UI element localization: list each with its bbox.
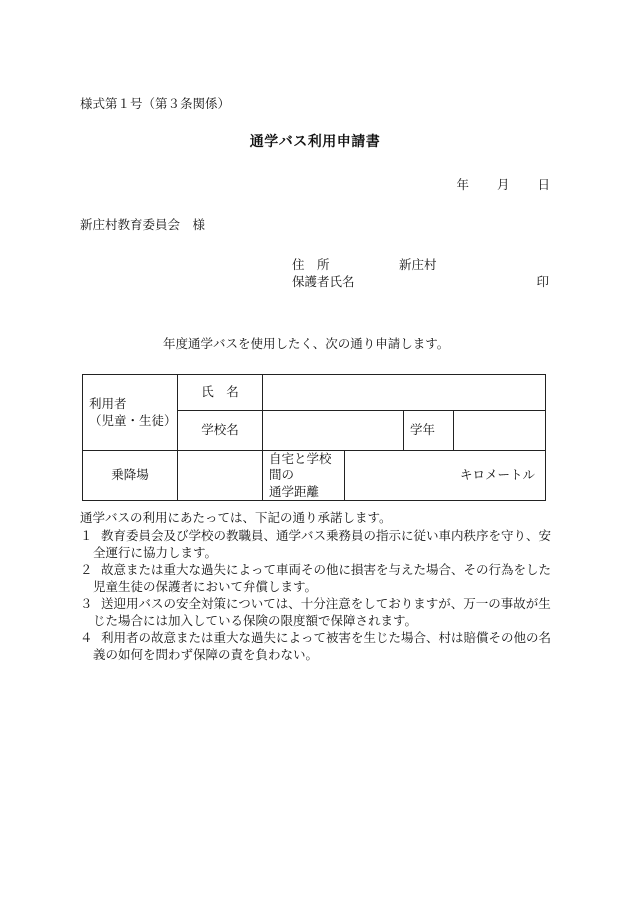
stop-input-cell[interactable] <box>178 451 263 501</box>
school-label: 学校名 <box>201 422 239 438</box>
distance-label-cell <box>263 451 345 501</box>
grade-label-cell <box>404 411 454 451</box>
consent-item <box>80 527 554 561</box>
stop-label: 乗降場 <box>111 467 149 483</box>
distance-input-cell[interactable] <box>345 451 546 501</box>
stop-label-cell <box>83 451 178 501</box>
grade-input-cell[interactable] <box>454 411 546 451</box>
consent-intro: 通学バスの利用にあたっては、下記の通り承諾します。 <box>80 510 392 525</box>
address-label: 住 所 <box>292 257 330 272</box>
guardian-name-label: 保護者氏名 <box>292 274 355 289</box>
consent-item-number: ２ <box>80 562 93 577</box>
distance-label-line1: 自宅と学校間の <box>269 451 332 483</box>
consent-item-text: 利用者の故意または重大な過失によって被害を生じた場合、村は賠償その他の名義の如何を問わず保障の責を負わない。 <box>93 630 552 662</box>
school-label-cell <box>178 411 263 451</box>
address-value: 新庄村 <box>399 257 437 272</box>
seal-mark: 印 <box>536 274 549 289</box>
name-input-cell[interactable] <box>263 375 546 411</box>
table-row <box>83 375 546 411</box>
consent-item <box>80 629 554 663</box>
date-year-label: 年 <box>456 177 469 192</box>
page-title: 通学バス利用申請書 <box>249 134 381 150</box>
user-label: 利用者 <box>89 396 127 412</box>
address-row <box>292 257 549 274</box>
consent-item-text: 教育委員会及び学校の教職員、通学バス乗務員の指示に従い車内秩序を守り、安全運行に協力します。 <box>93 528 552 560</box>
addressee: 新庄村教育委員会 様 <box>80 217 206 232</box>
application-statement: 年度通学バスを使用したく、次の通り申請します。 <box>163 336 450 351</box>
applicant-block <box>292 257 549 291</box>
consent-item-text: 故意または重大な過失によって車両その他に損害を与えた場合、その行為をした児童生徒の保護者において弁償します。 <box>93 562 552 594</box>
distance-label-line2: 通学距離 <box>269 483 320 499</box>
consent-item <box>80 561 554 595</box>
application-table <box>82 374 546 501</box>
user-label-cell <box>83 375 178 451</box>
name-label: 氏 名 <box>201 384 239 400</box>
date-month-label: 月 <box>496 177 510 192</box>
guardian-row <box>292 274 549 291</box>
consent-item-text: 送迎用バスの安全対策については、十分注意をしておりますが、万一の事故が生じた場合には加入している保険の限度額で保障されます。 <box>93 596 551 628</box>
user-sublabel: （児童・生徒） <box>89 412 177 428</box>
date-line <box>456 177 550 193</box>
date-day-label: 日 <box>537 177 550 192</box>
school-input-cell[interactable] <box>263 411 404 451</box>
consent-item-number: １ <box>80 528 93 543</box>
distance-unit: キロメートル <box>459 467 535 483</box>
table-row <box>83 451 546 501</box>
consent-item-number: ４ <box>80 630 93 645</box>
consent-item-number: ３ <box>80 596 93 611</box>
grade-label: 学年 <box>410 422 436 438</box>
consent-section <box>80 509 554 663</box>
name-label-cell <box>178 375 263 411</box>
consent-item <box>80 595 554 629</box>
form-number: 様式第１号（第３条関係） <box>80 96 231 111</box>
